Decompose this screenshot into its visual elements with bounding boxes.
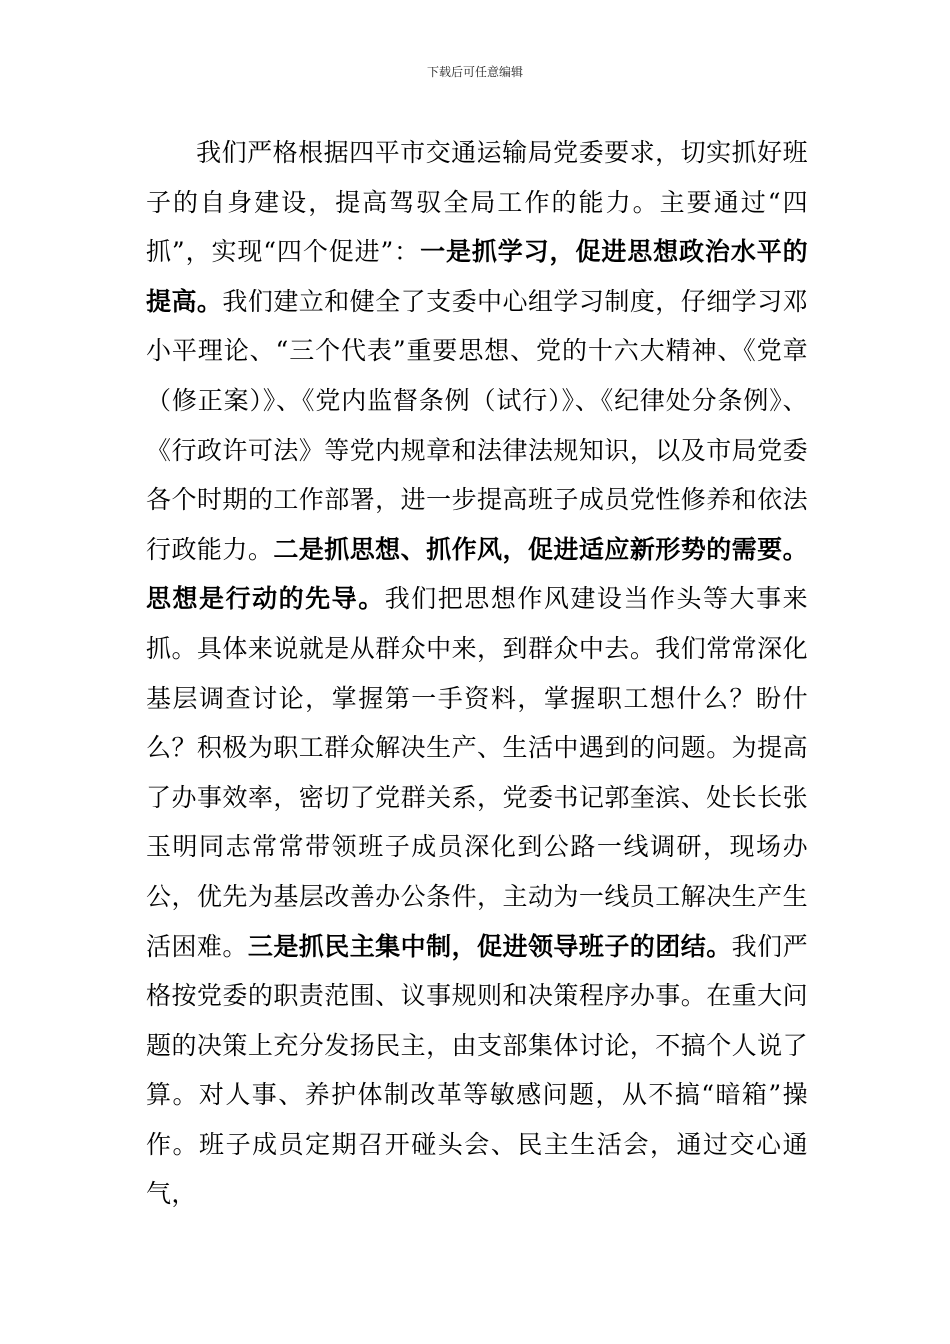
text-segment: 我们严格根据四平市交通运输局党委要求，切实抓好班子的自身建设，提高驾驭全局工作的能力。主要通过“四抓”，实现“四个促进”：: [146, 138, 808, 267]
bold-heading-segment: 三是抓民主集中制，促进领导班子的团结。: [247, 931, 732, 961]
page-header-note: 下载后可任意编辑: [426, 65, 523, 79]
text-segment: 我们建立和健全了支委中心组学习制度，仔细学习邓小平理论、“三个代表”重要思想、党的十六大精神、《党章（修正案）》、《党内监督条例（试行）》、《纪律处分条例》、《行政许可法》等党内规章和法律法规知识，以及市局党委各个时期的工作部署，进一步提高班子成员党性修养和依法行政能力。: [146, 286, 809, 564]
text-segment: 我们把思想作风建设当作头等大事来抓。具体来说就是从群众中来，到群众中去。我们常常深化基层调查讨论，掌握第一手资料，掌握职工想什么？盼什么？积极为职工群众解决生产、生活中遇到的问题。为提高了办事效率，密切了党群关系，党委书记郭奎滨、处长长张玉明同志常常带领班子成员深化到公路一线调研，现场办公，优先为基层改善办公条件，主动为一线员工解决生产生活困难。: [146, 584, 809, 961]
body-paragraph: [146, 128, 808, 1219]
bold-heading-segment: 一是抓学习，促进思想政治水平的提高。: [146, 237, 808, 316]
text-segment: 我们严格按党委的职责范围、议事规则和决策程序办事。在重大问题的决策上充分发扬民主，由支部集体讨论，不搞个人说了算。对人事、养护体制改革等敏感问题，从不搞“暗箱”操作。班子成员定期召开碰头会、民主生活会，通过交心通气，: [146, 931, 808, 1209]
bold-heading-segment: 二是抓思想、抓作风，促进适应新形势的需要。思想是行动的先导。: [146, 534, 808, 614]
